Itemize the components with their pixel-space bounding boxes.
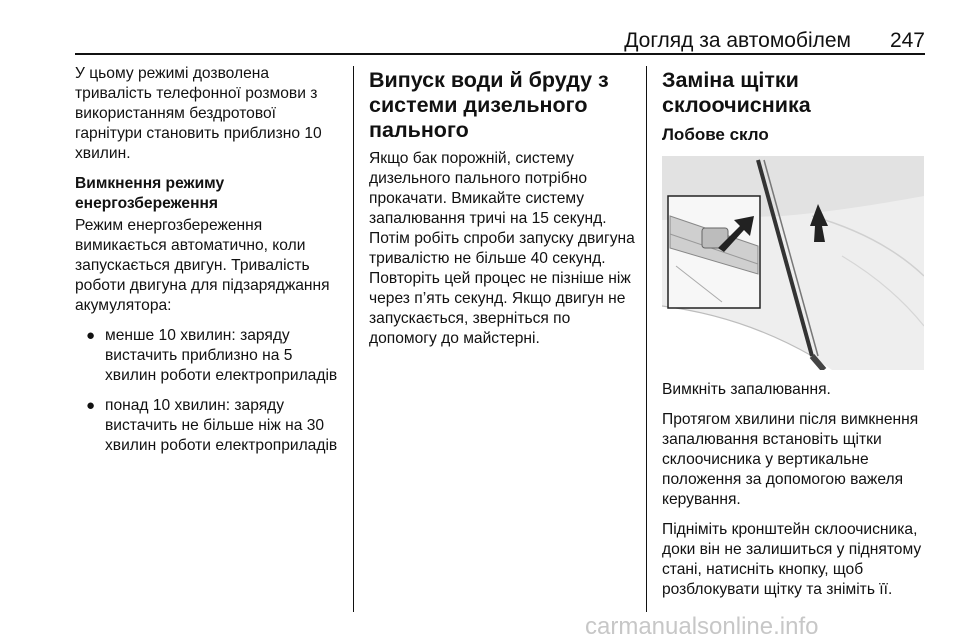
column-divider-2 (646, 66, 647, 612)
page-header (75, 28, 925, 54)
step-2-paragraph: Протягом хвилини після вимкнення запалювання встановіть щітки склоочисника у вертикальне положення за допомогою важеля керування. (662, 411, 919, 508)
column-divider-1 (353, 66, 354, 612)
step-3-paragraph: Підніміть кронштейн склоочисника, доки він не залишиться у піднятому стані, натисніть кнопку, щоб розблокувати щітку та зніміть її. (662, 521, 922, 598)
diesel-paragraph: Якщо бак порожній, систему дизельного пального потрібно прокачати. Вмикайте систему запалювання тричі на 15 секунд. Потім робіть спроби запуску двигуна тривалістю не більше 40 секунд. Повторіть цей процес не пізніше ніж через п’ять секунд. Якщо двигун не запускається, зверніться по допомогу до майстерні. (369, 150, 635, 347)
intro-paragraph: У цьому режимі дозволена тривалість телефонної розмови з використанням бездротової гарнітури становить приблизно 10 хвилин. (75, 65, 322, 162)
energy-saving-paragraph: Режим енергозбереження вимикається автоматично, коли запускається двигун. Тривалість роботи двигуна для підзаряджання акумулятора: (75, 217, 330, 314)
list-item-text: менше 10 хвилин: заряду вистачить приблизно на 5 хвилин роботи електроприладів (105, 327, 338, 384)
section-heading-wiper: Заміна щітки склоочисника (662, 68, 811, 117)
list-item (75, 326, 343, 386)
header-rule (75, 53, 925, 55)
bullet-icon: ● (86, 327, 96, 344)
column-2 (369, 68, 637, 359)
step-1-paragraph: Вимкніть запалювання. (662, 381, 831, 398)
wiper-illustration (662, 156, 924, 370)
wiper-drawing (662, 156, 924, 370)
charge-duration-list (75, 326, 343, 456)
header-title: Догляд за автомобілем (624, 29, 851, 52)
list-item-text: понад 10 хвилин: заряду вистачить не більше ніж на 30 хвилин роботи електроприладів (105, 397, 338, 454)
list-item (75, 396, 343, 456)
section-heading-diesel: Випуск води й бруду з системи дизельного пального (369, 68, 609, 142)
column-1 (75, 64, 343, 466)
subheading-energy-saving-off: Вимкнення режиму енергозбереження (75, 175, 225, 212)
subheading-windshield: Лобове скло (662, 125, 769, 144)
page-number: 247 (889, 29, 925, 52)
watermark: carmanualsonline.info (585, 613, 819, 640)
column-3 (662, 68, 927, 610)
bullet-icon: ● (86, 397, 96, 414)
